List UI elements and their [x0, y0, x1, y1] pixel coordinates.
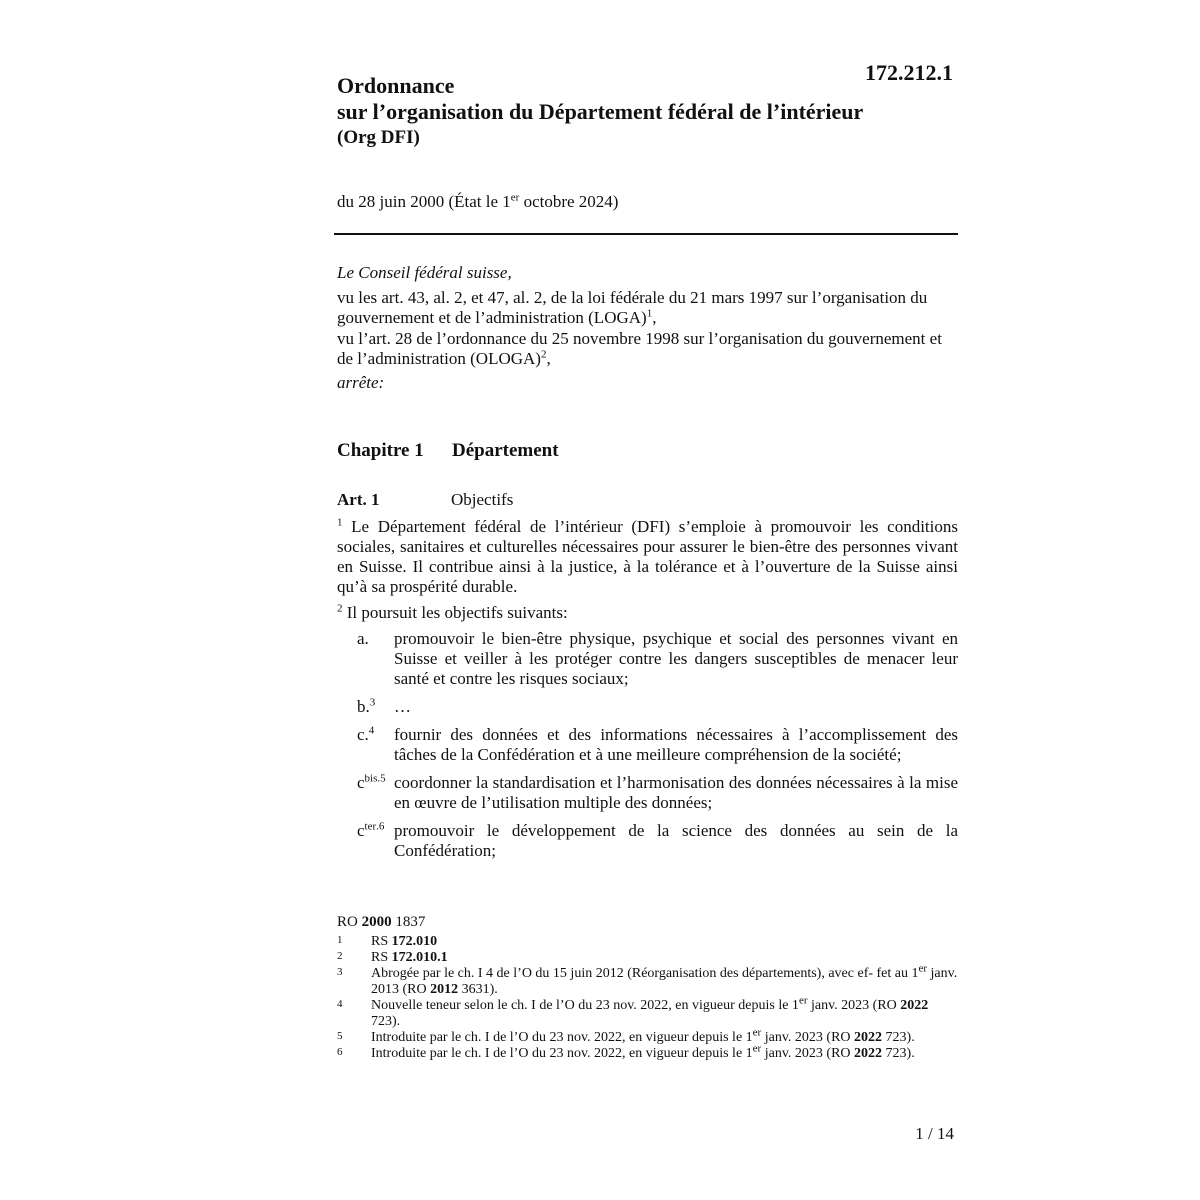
- document-date: du 28 juin 2000 (État le 1er octobre 2024): [337, 191, 619, 211]
- footnote-ref[interactable]: 4: [368, 724, 375, 737]
- footnotes: [337, 934, 958, 1062]
- page-number: 1 / 14: [915, 1124, 954, 1143]
- footnote-ref[interactable]: 3: [369, 696, 376, 709]
- preamble-decree: arrête:: [337, 373, 385, 392]
- list-item: c.$^4$ fournir des données et des informations nécessaires à l’accomplissement des tâches de la Confédération et à une meilleure compréhension de la société;: [357, 724, 958, 764]
- sr-number: 172.212.1: [865, 60, 953, 85]
- chapter-title: Département: [452, 440, 559, 461]
- chapter-number: Chapitre 1: [337, 440, 424, 461]
- preamble-intro: Le Conseil fédéral suisse,: [337, 263, 512, 282]
- article-title: Objectifs: [451, 490, 514, 509]
- title-line-2: sur l’organisation du Département fédéral de l’intérieur: [337, 99, 864, 124]
- footnote: 5 Introduite par le ch. I de l’O du 23 nov. 2022, en vigueur depuis le 1er janv. 2023 (RO 2022 723).: [337, 1026, 915, 1045]
- footnote-ref[interactable]: .6: [376, 820, 385, 833]
- footnote-ref[interactable]: 1: [646, 307, 653, 320]
- footnote-ref[interactable]: 2: [540, 348, 547, 361]
- chapter-heading: [337, 440, 958, 462]
- ro-reference: RO 2000 1837: [337, 914, 426, 930]
- list-item: b.$^3$ …: [357, 696, 411, 716]
- footnote-ref[interactable]: .5: [377, 772, 386, 785]
- preamble-basis-1: vu les art. 43, al. 2, et 47, al. 2, de la loi fédérale du 21 mars 1997 sur l’organisation du gouvernement et de l’administration (LOGA)$^1$,: [337, 288, 928, 327]
- list-item: $c^{bis.5}$ coordonner la standardisation et l’harmonisation des données nécessaires à la mise en œuvre de l’utilisation multiple des données;: [357, 772, 958, 812]
- article-body: [337, 517, 958, 869]
- article-heading: [337, 490, 958, 510]
- footnote: 4 Nouvelle teneur selon le ch. I de l’O du 23 nov. 2022, en vigueur depuis le 1er janv. 2023 (RO 2022 723).: [337, 994, 929, 1029]
- footnote: 6 Introduite par le ch. I de l’O du 23 nov. 2022, en vigueur depuis le 1er janv. 2023 (RO 2022 723).: [337, 1042, 915, 1061]
- article-number: Art. 1: [337, 490, 380, 509]
- footnote: 2 RS 172.010.1: [337, 950, 448, 965]
- header-divider: [334, 233, 958, 235]
- list-item: $c^{ter.6}$ promouvoir le développement de la science des données au sein de la Confédération;: [357, 820, 958, 860]
- article-paragraph-1: $^1$ Le Département fédéral de l’intérieur (DFI) s’emploie à promouvoir les conditions sociales, sanitaires et culturelles nécessaires pour assurer le bien-être des personnes vivant en Suisse. Il contribue ainsi à la justice, à la tolérance et à l’ouverture de la Suisse ainsi qu’à sa prospérité durable.: [337, 516, 958, 596]
- title-line-1: Ordonnance: [337, 73, 455, 98]
- document-title: [337, 73, 863, 151]
- title-short: (Org DFI): [337, 127, 420, 148]
- article-paragraph-2: $^2$ Il poursuit les objectifs suivants:: [337, 602, 568, 622]
- list-item: a. promouvoir le bien-être physique, psychique et social des personnes vivant en Suisse et veiller à les protéger contre les dangers susceptibles de menacer leur santé et contre les risques sociaux;: [357, 629, 958, 688]
- footnote: 3 Abrogée par le ch. I 4 de l’O du 15 juin 2012 (Réorganisation des départements), avec ef- fet au 1er janv. 2013 (RO 2012 3631).: [337, 962, 958, 997]
- preamble-basis-2: vu l’art. 28 de l’ordonnance du 25 novembre 1998 sur l’organisation du gouvernement et de l’administration (OLOGA)$^2$,: [337, 329, 942, 368]
- preamble: [337, 263, 958, 394]
- footnote: 1 RS 172.010: [337, 934, 438, 949]
